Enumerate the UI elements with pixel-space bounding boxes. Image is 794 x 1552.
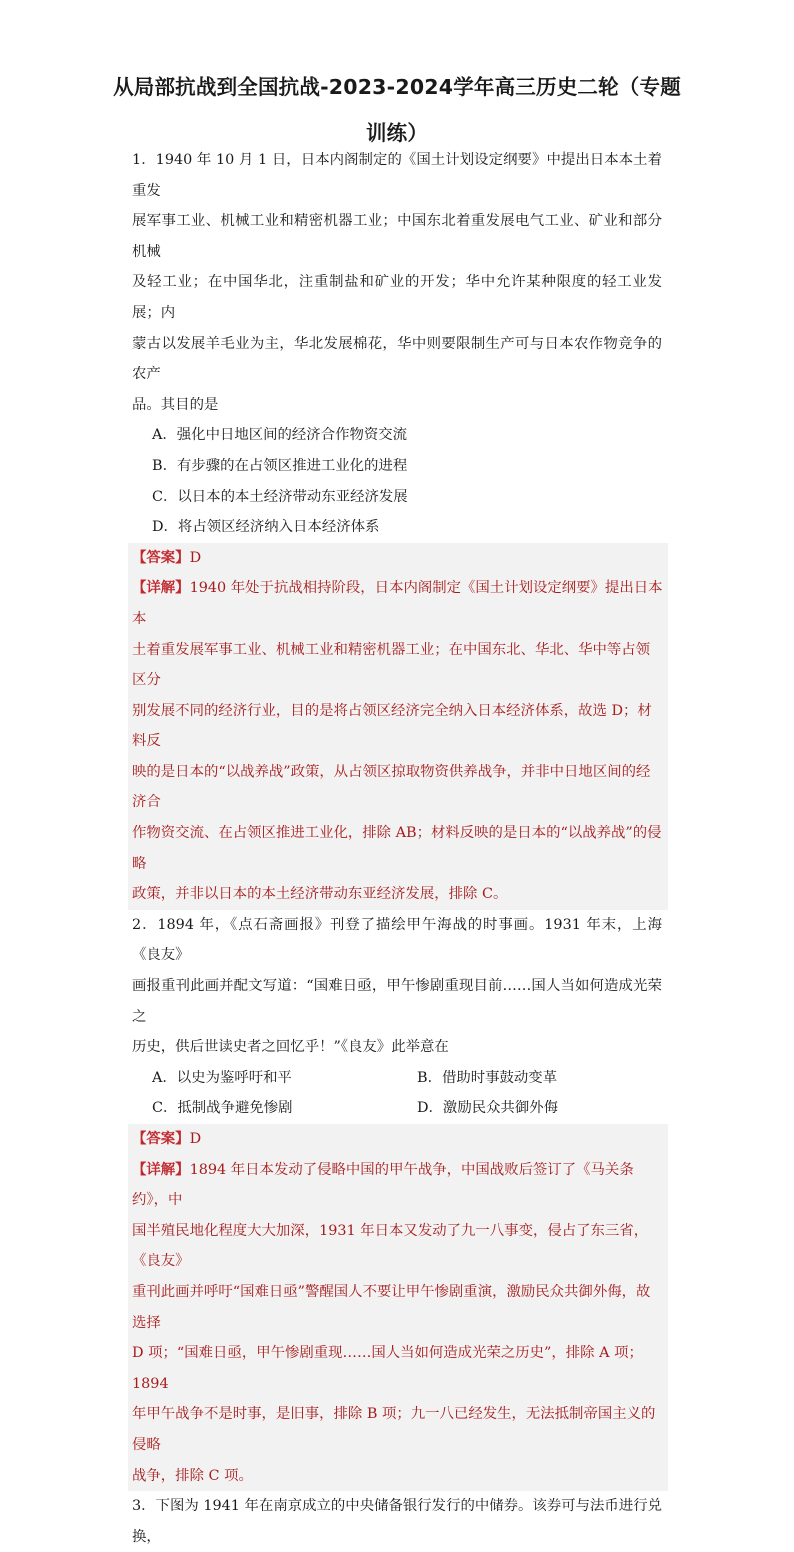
- detail-tag: 【详解】: [132, 579, 190, 597]
- stem-line: 展军事工业、机械工业和精密机器工业；中国东北着重发展电气工业、矿业和部分机械: [132, 213, 662, 260]
- option-b: B．借助时事鼓动变革: [417, 1069, 558, 1086]
- detail-line: 土着重发展军事工业、机械工业和精密机器工业；在中国东北、华北、华中等占领区分: [132, 641, 651, 689]
- question-1: [132, 145, 662, 1552]
- stem-line: 品。其目的是: [132, 396, 219, 413]
- stem-line: 历史，供后世读史者之回忆乎！”《良友》此举意在: [132, 1039, 449, 1056]
- detail-line: 政策，并非以日本的本土经济带动东亚经济发展，排除 C。: [132, 886, 508, 903]
- option-a: A．强化中日地区间的经济合作物资交流: [152, 427, 408, 444]
- detail-line: 1894 年日本发动了侵略中国的甲午战争，中国战败后签订了《马关条约》，中: [132, 1161, 634, 1209]
- options-row-2: [132, 1093, 662, 1124]
- detail-line: 映的是日本的“以战养战”政策，从占领区掠取物资供养战争，并非中日地区间的经济合: [132, 763, 651, 811]
- stem-line: 1．1940 年 10 月 1 日，日本内阁制定的《国土计划设定纲要》中提出日本本土着重发: [132, 152, 662, 199]
- stem-line: 蒙古以发展羊毛业为主，华北发展棉花，华中则要限制生产可与日本农作物竞争的农产: [132, 335, 662, 383]
- options-row-1: [132, 1063, 662, 1094]
- answer-section: [128, 1124, 668, 1491]
- detail-line: 战争，排除 C 项。: [132, 1467, 253, 1484]
- option-d: D．将占领区经济纳入日本经济体系: [152, 519, 380, 536]
- option-c: C．抵制战争避免惨剧: [152, 1100, 293, 1117]
- option-c: C．以日本的本土经济带动东亚经济发展: [152, 488, 408, 505]
- stem-line: 3．下图为 1941 年在南京成立的中央储备银行发行的中储券。该券可与法币进行兑换，: [132, 1498, 662, 1545]
- detail-tag: 【详解】: [132, 1160, 190, 1178]
- document-title: [100, 64, 694, 156]
- option-d: D．激励民众共御外侮: [417, 1100, 559, 1117]
- question-2: [132, 910, 662, 1491]
- detail-line: 作物资交流、在占领区推进工业化，排除 AB；材料反映的是日本的“以战养战”的侵略: [132, 825, 662, 872]
- stem-line: 画报重刊此画并配文写道：“国难日亟，甲午惨剧重现目前……国人当如何造成光荣之: [132, 978, 662, 1025]
- question-2-stem: [132, 910, 662, 1063]
- detail-line: 1940 年处于抗战相持阶段，日本内阁制定《国土计划设定纲要》提出日本本: [132, 580, 663, 627]
- question-3-stem: [132, 1491, 662, 1552]
- detail-line: D 项；“国难日亟，甲午惨剧重现……国人当如何造成光荣之历史”，排除 A 项；1894: [132, 1345, 643, 1392]
- question-1-stem: [132, 145, 662, 420]
- detail-line: 重刊此画并呼吁“国难日亟”警醒国人不要让甲午惨剧重演，激励民众共御外侮，故选择: [132, 1283, 651, 1331]
- answer-tag: 【答案】: [132, 1130, 190, 1147]
- option-b: B．有步骤的在占领区推进工业化的进程: [152, 457, 408, 474]
- detail-line: 国半殖民地化程度大大加深，1931 年日本又发动了九一八事变，侵占了东三省，《良友》: [132, 1222, 649, 1270]
- stem-line: 2．1894 年，《点石斋画报》刊登了描绘甲午海战的时事画。1931 年末，上海《良友》: [132, 916, 662, 964]
- stem-line: 及轻工业；在中国华北，注重制盐和矿业的开发；华中允许某种限度的轻工业发展；内: [132, 274, 662, 321]
- answer-value: D: [189, 549, 202, 566]
- answer-tag: 【答案】: [132, 548, 190, 566]
- detail-line: 别发展不同的经济行业，目的是将占领区经济完全纳入日本经济体系，故选 D；材料反: [132, 702, 652, 750]
- answer-section: [128, 543, 668, 910]
- answer-value: D: [189, 1131, 202, 1147]
- title-line-2: 训练）: [365, 121, 429, 145]
- title-line-1: 从局部抗战到全国抗战-2023-2024学年高三历史二轮（专题: [113, 75, 681, 99]
- detail-line: 年甲午战争不是时事，是旧事，排除 B 项；九一八已经发生，无法抵制帝国主义的侵略: [132, 1406, 656, 1453]
- option-a: A．以史为鉴呼吁和平: [152, 1069, 292, 1086]
